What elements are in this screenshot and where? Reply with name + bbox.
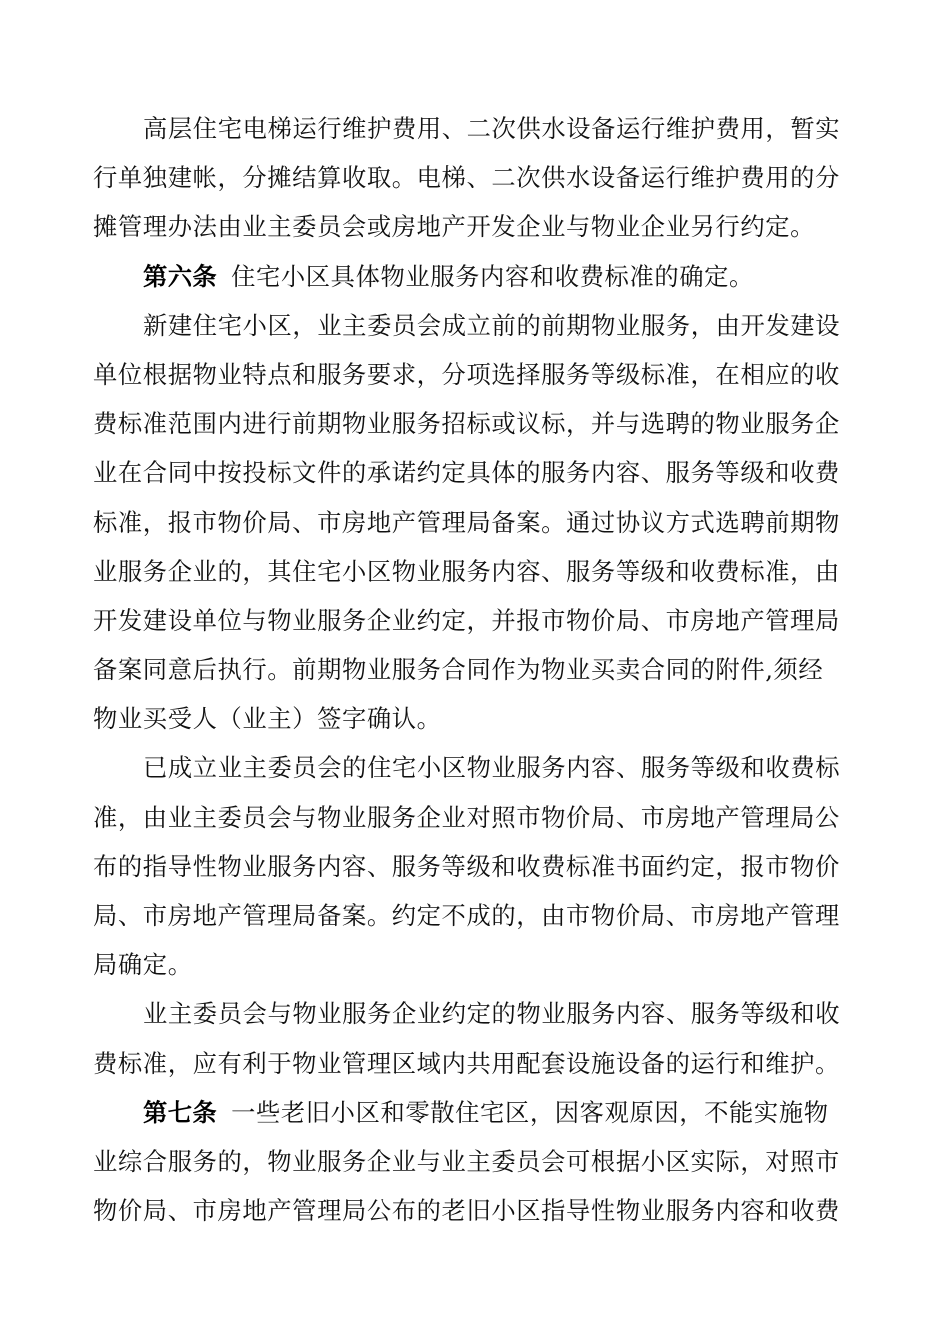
text-line: 业服务企业的，其住宅小区物业服务内容、服务等级和收费标准，由 bbox=[93, 556, 840, 586]
text-line: 开发建设单位与物业服务企业约定，并报市物价局、市房地产管理局 bbox=[93, 605, 840, 635]
text-line: 局确定。 bbox=[93, 950, 193, 980]
paragraph-new-residential bbox=[93, 301, 857, 744]
text-line: 高层住宅电梯运行维护费用、二次供水设备运行维护费用，暂实 bbox=[143, 114, 841, 143]
text-line: 标准，报市物价局、市房地产管理局备案。通过协议方式选聘前期物 bbox=[93, 507, 840, 537]
article-7 bbox=[93, 1088, 857, 1236]
text-line: 已成立业主委员会的住宅小区物业服务内容、服务等级和收费标 bbox=[143, 753, 841, 783]
text-line: 物业买受人（业主）签字确认。 bbox=[93, 704, 442, 734]
text-line: 业综合服务的，物业服务企业与业主委员会可根据小区实际，对照市 bbox=[93, 1146, 840, 1176]
paragraph-agreed-standards bbox=[93, 989, 857, 1087]
text-line: 单位根据物业特点和服务要求，分项选择服务等级标准，在相应的收 bbox=[93, 359, 840, 389]
paragraph-owners-committee bbox=[93, 743, 857, 989]
article-7-line bbox=[93, 1088, 857, 1137]
article-7-heading: 第七条 bbox=[143, 1097, 218, 1127]
text-line: 新建住宅小区，业主委员会成立前的前期物业服务，由开发建设 bbox=[143, 310, 841, 340]
text-line: 准，由业主委员会与物业服务企业对照市物价局、市房地产管理局公 bbox=[93, 802, 840, 832]
text-line: 业在合同中按投标文件的承诺约定具体的服务内容、服务等级和收费 bbox=[93, 458, 840, 488]
article-7-text: 一些老旧小区和零散住宅区，因客观原因，不能实施物 bbox=[231, 1097, 829, 1127]
text-line: 局、市房地产管理局备案。约定不成的，由市物价局、市房地产管理 bbox=[93, 901, 840, 930]
article-6-heading: 第六条 bbox=[143, 261, 218, 291]
text-line: 布的指导性物业服务内容、服务等级和收费标准书面约定，报市物价 bbox=[93, 851, 840, 881]
paragraph-elevator-fees bbox=[93, 104, 857, 252]
text-line: 费标准，应有利于物业管理区域内共用配套设施设备的运行和维护。 bbox=[93, 1048, 840, 1078]
text-line: 摊管理办法由业主委员会或房地产开发企业与物业企业另行约定。 bbox=[93, 212, 816, 242]
document-body bbox=[93, 104, 857, 1235]
text-line: 备案同意后执行。前期物业服务合同作为物业买卖合同的附件,须经 bbox=[93, 655, 824, 685]
article-6-line bbox=[93, 252, 857, 301]
text-line: 物价局、市房地产管理局公布的老旧小区指导性物业服务内容和收费 bbox=[93, 1196, 840, 1226]
article-6 bbox=[93, 252, 857, 301]
text-line: 行单独建帐，分摊结算收取。电梯、二次供水设备运行维护费用的分 bbox=[93, 163, 840, 193]
article-6-text: 住宅小区具体物业服务内容和收费标准的确定。 bbox=[231, 261, 754, 291]
text-line: 业主委员会与物业服务企业约定的物业服务内容、服务等级和收 bbox=[143, 999, 841, 1029]
text-line: 费标准范围内进行前期物业服务招标或议标，并与选聘的物业服务企 bbox=[93, 409, 840, 439]
